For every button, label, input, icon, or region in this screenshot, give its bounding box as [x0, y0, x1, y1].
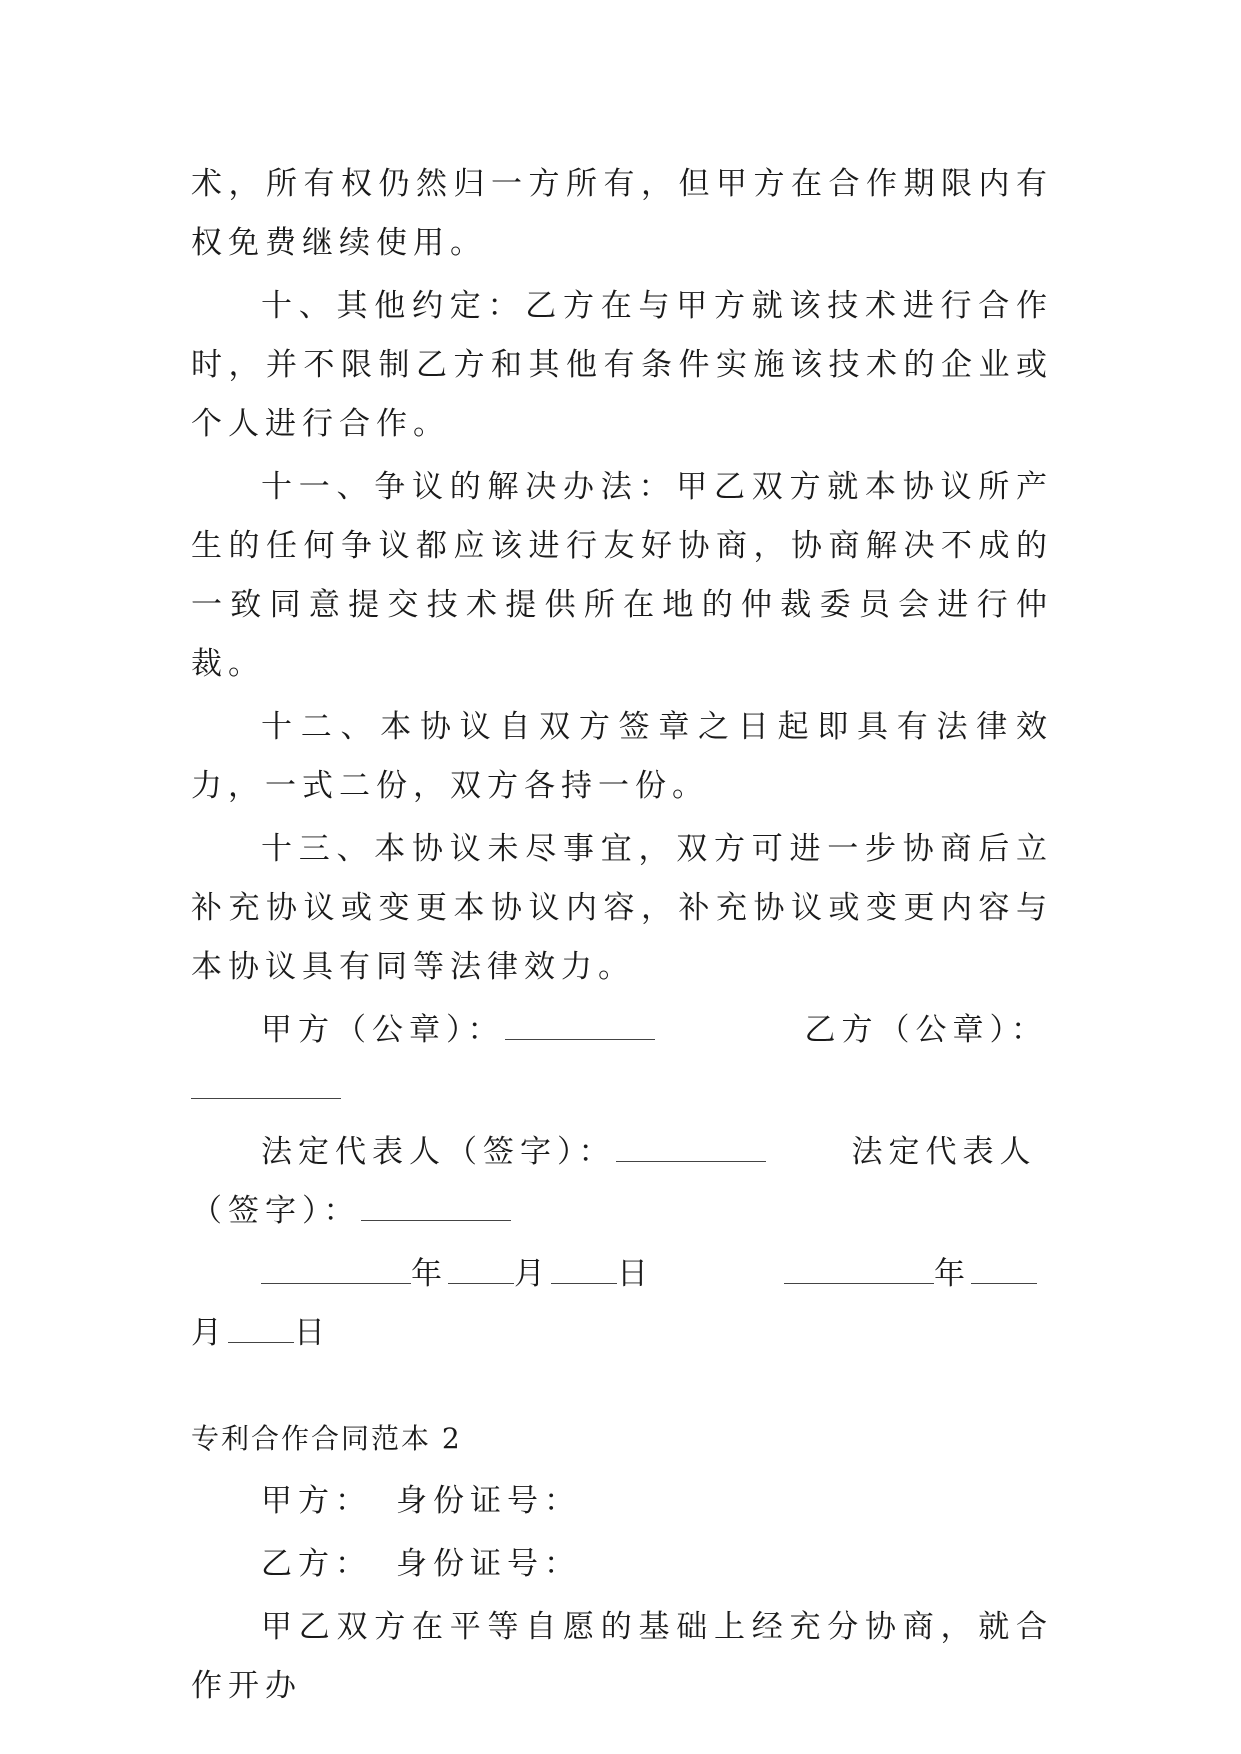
clause-12: 十二、本协议自双方签章之日起即具有法律效力，一式二份，双方各持一份。 [191, 709, 1053, 804]
seal-line [191, 1001, 1053, 1119]
clause-13: 十三、本协议未尽事宜，双方可进一步协商后立补充协议或变更本协议内容，补充协议或变更内容与本协议具有同等法律效力。 [191, 831, 1053, 985]
party-b-rep-label-part1: 法定代表人（签 [191, 1134, 1037, 1229]
party-b-id-label: 身份证号： [396, 1546, 581, 1582]
party-b-month-blank [971, 1253, 1037, 1284]
representative-line [191, 1123, 1053, 1241]
party-b-label: 乙方： [261, 1546, 372, 1582]
paragraph-continuation: 术，所有权仍然归一方所有，但甲方在合作期限内有权免费继续使用。 [191, 166, 1053, 261]
party-a-rep-label: 法定代表人（签字）： [261, 1134, 616, 1170]
party-b-day-label: 日 [294, 1315, 331, 1351]
party-b-rep-label-part2: 字）： [265, 1193, 361, 1229]
party-a-month-blank [448, 1253, 514, 1284]
party-a-info [191, 1472, 1053, 1531]
party-b-seal-blank [191, 1068, 341, 1099]
clause-11: 十一、争议的解决办法：甲乙双方就本协议所产生的任何争议都应该进行友好协商，协商解决不成的一致同意提交技术提供所在地的仲裁委员会进行仲裁。 [191, 469, 1053, 682]
document-body [191, 155, 1053, 1720]
party-a-rep-blank [616, 1131, 766, 1162]
party-b-info [191, 1535, 1053, 1594]
party-b-rep-blank [361, 1190, 511, 1221]
party-a-seal-label: 甲方（公章）： [261, 1012, 505, 1048]
party-b-year-label: 年 [934, 1256, 971, 1292]
party-b-year-blank [784, 1253, 934, 1284]
party-a-year-blank [261, 1253, 411, 1284]
party-a-id-label: 身份证号： [396, 1483, 581, 1519]
section-2-title: 专利合作合同范本 2 [191, 1422, 462, 1455]
party-a-day-blank [551, 1253, 617, 1284]
party-a-year-label: 年 [411, 1256, 448, 1292]
party-a-seal-blank [505, 1009, 655, 1040]
clause-10: 十、其他约定：乙方在与甲方就该技术进行合作时，并不限制乙方和其他有条件实施该技术的企业或个人进行合作。 [191, 288, 1053, 442]
date-line [191, 1245, 1053, 1363]
party-a-month-label: 月 [514, 1256, 551, 1292]
party-b-day-blank [228, 1312, 294, 1343]
party-a-day-label: 日 [617, 1256, 654, 1292]
section-2-intro: 甲乙双方在平等自愿的基础上经充分协商，就合作开办 [191, 1609, 1053, 1704]
party-b-month-label: 月 [191, 1315, 228, 1351]
party-a-label: 甲方： [261, 1483, 372, 1519]
party-b-seal-label: 乙方（公章）： [804, 1012, 1048, 1048]
